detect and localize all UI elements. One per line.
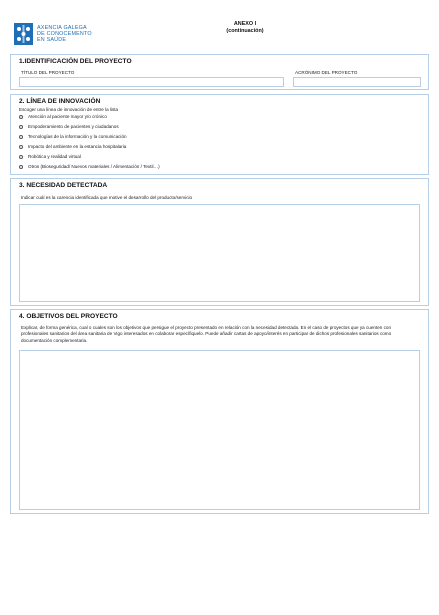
- radio-icon[interactable]: [19, 155, 23, 159]
- radio-icon[interactable]: [19, 165, 23, 169]
- innovation-option-label: Impacto del ambiente en la estancia hospitalaria: [28, 144, 127, 149]
- innovation-instruction: Escoger una línea de innovación de entre la lista: [19, 107, 119, 112]
- radio-icon[interactable]: [19, 145, 23, 149]
- need-textarea[interactable]: [19, 204, 420, 302]
- agencia-logo: [14, 22, 124, 46]
- project-acronym-label: ACRÓNIMO DEL PROYECTO: [295, 70, 358, 75]
- innovation-option-1[interactable]: [19, 114, 107, 119]
- project-title-input[interactable]: [19, 77, 284, 87]
- logo-line-2: DE CONOCEMENTO: [37, 30, 92, 37]
- innovation-option-label: Otros (Bioseguridad/ Nuevos materiales / Alimentación / Textil…): [28, 164, 160, 169]
- logo-line-1: AXENCIA GALEGA: [37, 24, 87, 31]
- radio-icon[interactable]: [19, 115, 23, 119]
- innovation-option-label: Atención al paciente mayor y/o crónico: [28, 114, 107, 119]
- project-acronym-input[interactable]: [293, 77, 421, 87]
- innovation-option-3[interactable]: [19, 134, 127, 139]
- innovation-option-6[interactable]: [19, 164, 160, 169]
- radio-icon[interactable]: [19, 135, 23, 139]
- section-2-title: 2. LÍNEA DE INNOVACIÓN: [19, 98, 101, 105]
- annex-heading: [210, 21, 280, 35]
- section-1-title: 1.IDENTIFICACIÓN DEL PROYECTO: [19, 58, 132, 65]
- objectives-instruction: Explicar, de forma genérica, cual o cuales son los objetivos que persigue el proyecto presentado en relación con la necesidad detectada. En el caso de proyectos que ya cuenten con profesionales sanitarios del área sanitaria de Vigo interesados en colaborar específiquelo. Puede añadir cartas de apoyo/interés en participar de dichos profesionales sanitarios como documentación complementaria.: [21, 325, 392, 343]
- objectives-textarea[interactable]: [19, 350, 420, 510]
- innovation-option-label: Robótica y realidad virtual: [28, 154, 81, 159]
- radio-icon[interactable]: [19, 125, 23, 129]
- project-title-label: TÍTULO DEL PROYECTO: [21, 70, 75, 75]
- logo-line-3: EN SAÚDE: [37, 37, 67, 44]
- galicia-emblem-icon: [14, 23, 33, 45]
- section-3-title: 3. NECESIDAD DETECTADA: [19, 182, 108, 189]
- need-instruction: Indicar cuál es la carencia identificada que motive el desarrollo del producto/servicio: [21, 195, 193, 200]
- innovation-option-label: Tecnologías de la información y la comunicación: [28, 134, 127, 139]
- innovation-option-4[interactable]: [19, 144, 126, 149]
- section-innovation-line: [10, 94, 429, 175]
- innovation-option-label: Empoderamiento de pacientes y ciudadanos: [28, 124, 119, 129]
- innovation-option-2[interactable]: [19, 124, 119, 129]
- innovation-option-5[interactable]: [19, 154, 81, 159]
- section-identification: [10, 54, 429, 90]
- logo-text: [37, 25, 92, 44]
- section-detected-need: [10, 178, 429, 306]
- section-objectives: [10, 309, 429, 514]
- annex-title: ANEXO I: [233, 21, 257, 27]
- section-4-title: 4. OBJETIVOS DEL PROYECTO: [19, 313, 118, 320]
- annex-subtitle: (continuación): [226, 28, 264, 34]
